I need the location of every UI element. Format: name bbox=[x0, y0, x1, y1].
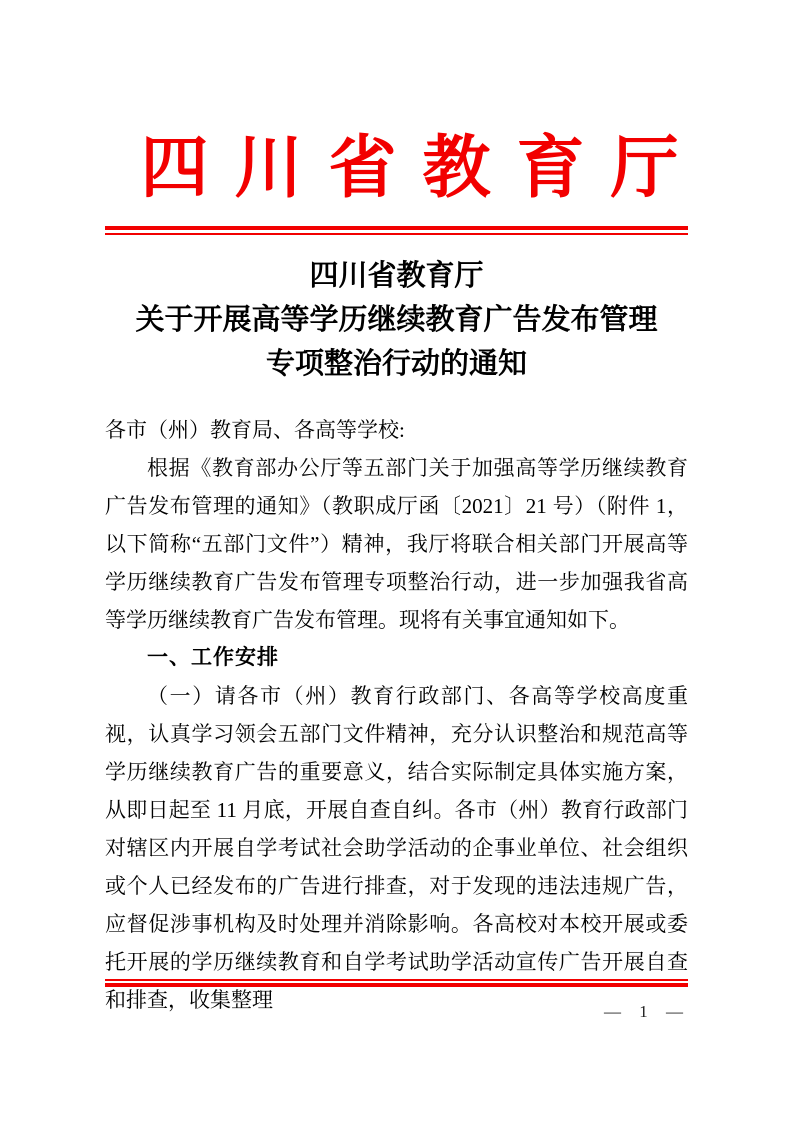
document-title-line2: 关于开展高等学历继续教育广告发布管理 bbox=[135, 304, 658, 336]
salutation-line: 各市（州）教育局、各高等学校: bbox=[105, 418, 405, 442]
document-title-line3: 专项整治行动的通知 bbox=[265, 348, 527, 380]
body-paragraph-2: （一）请各市（州）教育行政部门、各高等学校高度重视，认真学习领会五部门文件精神，充分认识整治和规范高等学历继续教育广告的重要意义，结合实际制定具体实施方案，从即日起至 11 月底，开展自查自纠。各市（州）教育行政部门对辖区内开展自学考试社会助学活动的企事业单位、社会组织或个人已经发布的广告进行排查，对于发现的违法违规广告，应督促涉事机构及时处理并消除影响。各高校对本校开展或委托开展的学历继续教育和自学考试助学活动宣传广告开展自查和排查，收集整理 bbox=[105, 684, 688, 1012]
document-body bbox=[105, 411, 688, 1019]
footer-divider-rule bbox=[105, 979, 688, 987]
section-heading-work-arrangement: 一、工作安排 bbox=[147, 646, 279, 669]
letterhead-divider-rule bbox=[105, 226, 688, 235]
letterhead-agency-name: 四川省教育厅 bbox=[140, 130, 705, 206]
body-paragraph-1: 根据《教育部办公厅等五部门关于加强高等学历继续教育广告发布管理的通知》（教职成厅函〔2021〕21 号）（附件 1，以下简称“五部门文件”）精神，我厅将联合相关部门开展高等学历继续教育广告发布管理专项整治行动，进一步加强我省高等学历继续教育广告发布管理。现将有关事宜通知如下。 bbox=[105, 456, 688, 632]
document-title-line1: 四川省教育厅 bbox=[309, 260, 484, 292]
page-number: — 1 — bbox=[604, 1002, 685, 1021]
document-title bbox=[0, 254, 793, 386]
